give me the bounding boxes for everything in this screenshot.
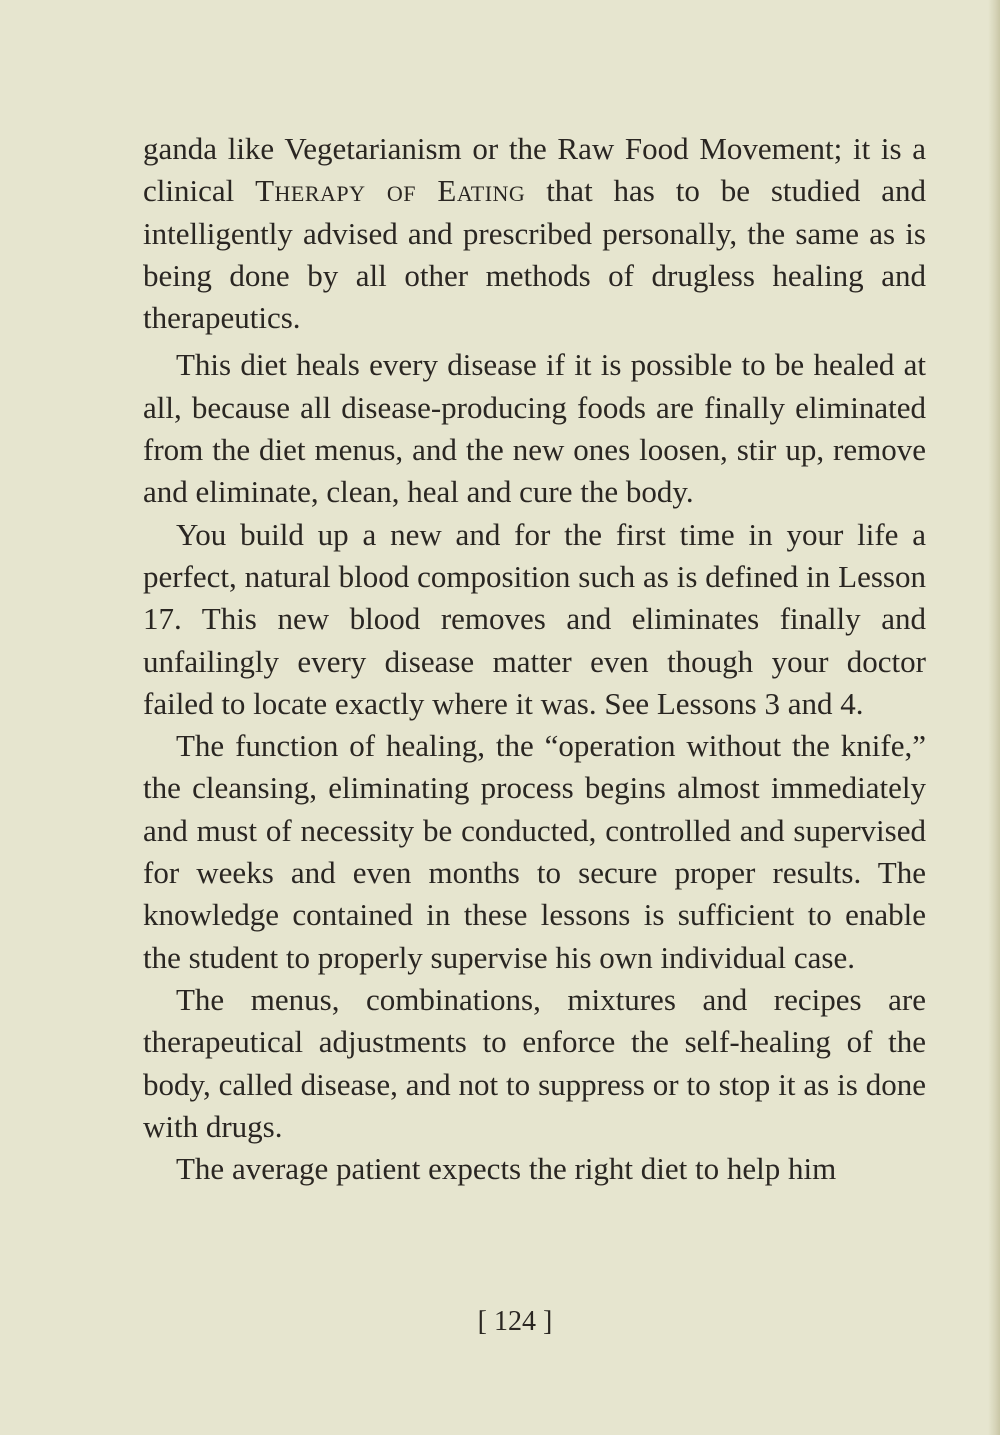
page-number: [ 124 ] bbox=[477, 1306, 553, 1337]
paragraph-6: The average patient expects the right diet to help him bbox=[176, 1151, 837, 1187]
paragraph-2: This diet heals every disease if it is possible to be healed at all, because all disease-producing foods are finally eliminated from the diet menus, and the new ones loosen, stir up, remove and eliminate, clean, heal and cure the body. bbox=[143, 347, 926, 510]
body-text bbox=[143, 128, 926, 1190]
page-edge-shadow bbox=[988, 0, 1000, 1435]
paragraph-3: You build up a new and for the first time in your life a perfect, natural blood composition such as is defined in Lesson 17. This new blood removes and eliminates finally and unfailingly every disease matter even though your doctor failed to locate exactly where it was. See Lessons 3 and 4. bbox=[143, 516, 926, 721]
paragraph-5: The menus, combinations, mixtures and recipes are therapeutical adjustments to enforce the self-healing of the body, called disease, and not to suppress or to stop it as is done with drugs. bbox=[143, 981, 926, 1144]
therapy-of-eating-smallcaps: Therapy of Eating bbox=[255, 173, 526, 209]
paragraph-1: ganda like Vegetarianism or the Raw Food Movement; it is a clinical Therapy of Eating that has to be studied and intelligently advised and prescribed personally, the same as is being done by all other methods of drugless healing and therapeutics. bbox=[143, 131, 926, 336]
paragraph-4: The function of healing, the “operation without the knife,” the cleansing, eliminating process begins almost immediately and must of necessity be conducted, controlled and supervised for weeks and even months to secure proper results. The knowledge contained in these lessons is sufficient to enable the student to properly supervise his own individual case. bbox=[143, 728, 926, 975]
